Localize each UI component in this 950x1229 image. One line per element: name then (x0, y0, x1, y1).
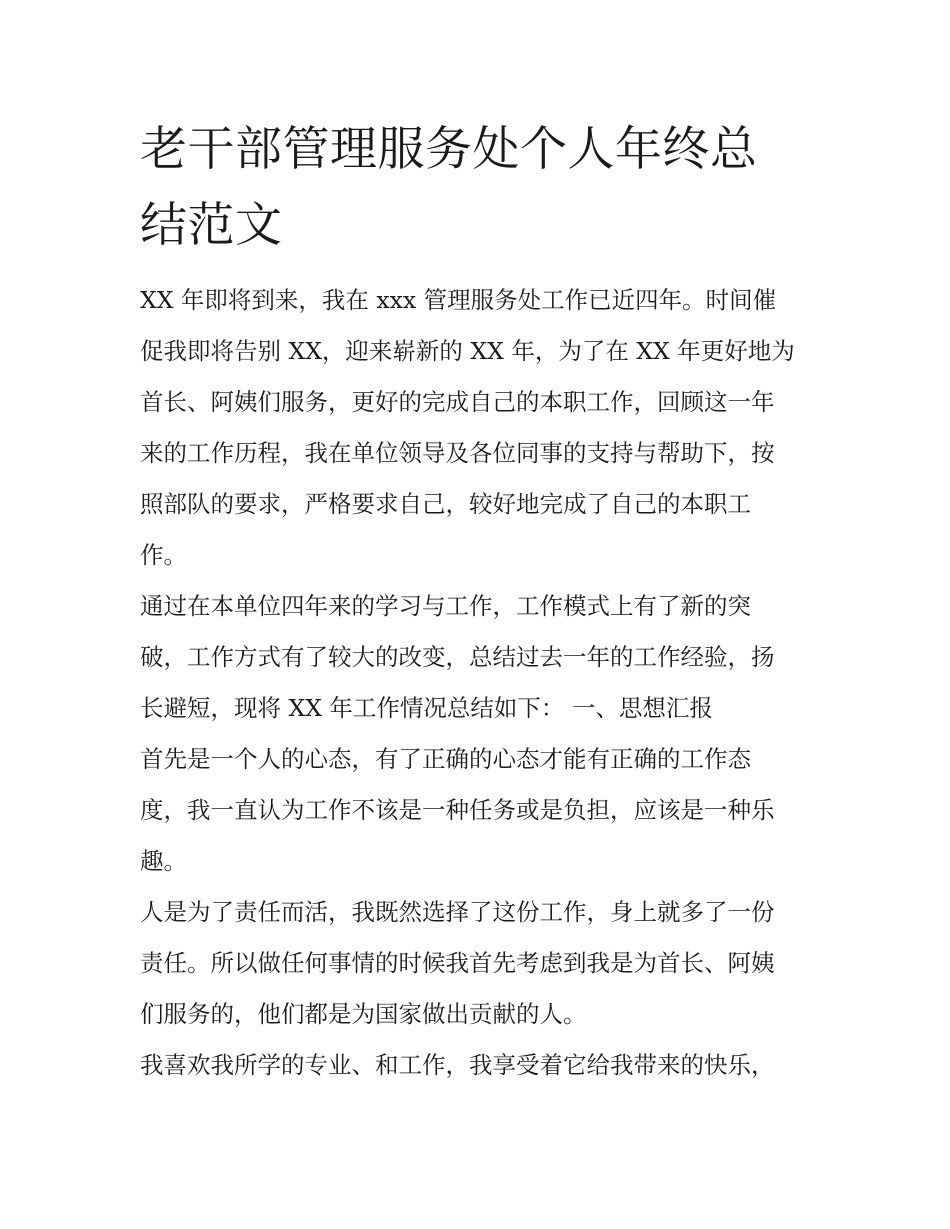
title-line: 结范文 (140, 198, 283, 253)
text-line: 照部队的要求，严格要求自己，较好地完成了自己的本职工 (140, 490, 751, 518)
text-line: 作。 (140, 541, 187, 569)
text-line: 们服务的，他们都是为国家做出贡献的人。 (140, 1000, 587, 1028)
paragraph-4 (140, 887, 820, 1040)
text-line: 首长、阿姨们服务，更好的完成自己的本职工作，回顾这一年 (140, 388, 775, 416)
paragraph-3 (140, 734, 820, 887)
paragraph-5 (140, 1040, 820, 1091)
text-line: 促我即将告别 XX，迎来崭新的 XX 年，为了在 XX 年更好地为 (140, 337, 795, 365)
paragraph-2 (140, 581, 820, 734)
text-line: 破，工作方式有了较大的改变，总结过去一年的工作经验，扬 (140, 643, 775, 671)
text-line: 长避短，现将 XX 年工作情况总结如下： 一、思想汇报 (140, 694, 713, 722)
text-line: 来的工作历程，我在单位领导及各位同事的支持与帮助下，按 (140, 439, 775, 467)
paragraph-1 (140, 275, 820, 581)
text-line: XX 年即将到来，我在 xxx 管理服务处工作已近四年。时间催 (140, 286, 777, 314)
text-line: 人是为了责任而活，我既然选择了这份工作，身上就多了一份 (140, 898, 775, 926)
text-line: 我喜欢我所学的专业、和工作，我享受着它给我带来的快乐， (140, 1051, 775, 1079)
document-title (140, 112, 820, 264)
text-line: 趣。 (140, 847, 187, 875)
text-line: 责任。所以做任何事情的时候我首先考虑到我是为首长、阿姨 (140, 949, 775, 977)
text-line: 度，我一直认为工作不该是一种任务或是负担，应该是一种乐 (140, 796, 775, 824)
title-line: 老干部管理服务处个人年终总 (140, 122, 758, 177)
text-line: 通过在本单位四年来的学习与工作，工作模式上有了新的突 (140, 592, 751, 620)
document-body (140, 275, 820, 1091)
text-line: 首先是一个人的心态，有了正确的心态才能有正确的工作态 (140, 745, 751, 773)
